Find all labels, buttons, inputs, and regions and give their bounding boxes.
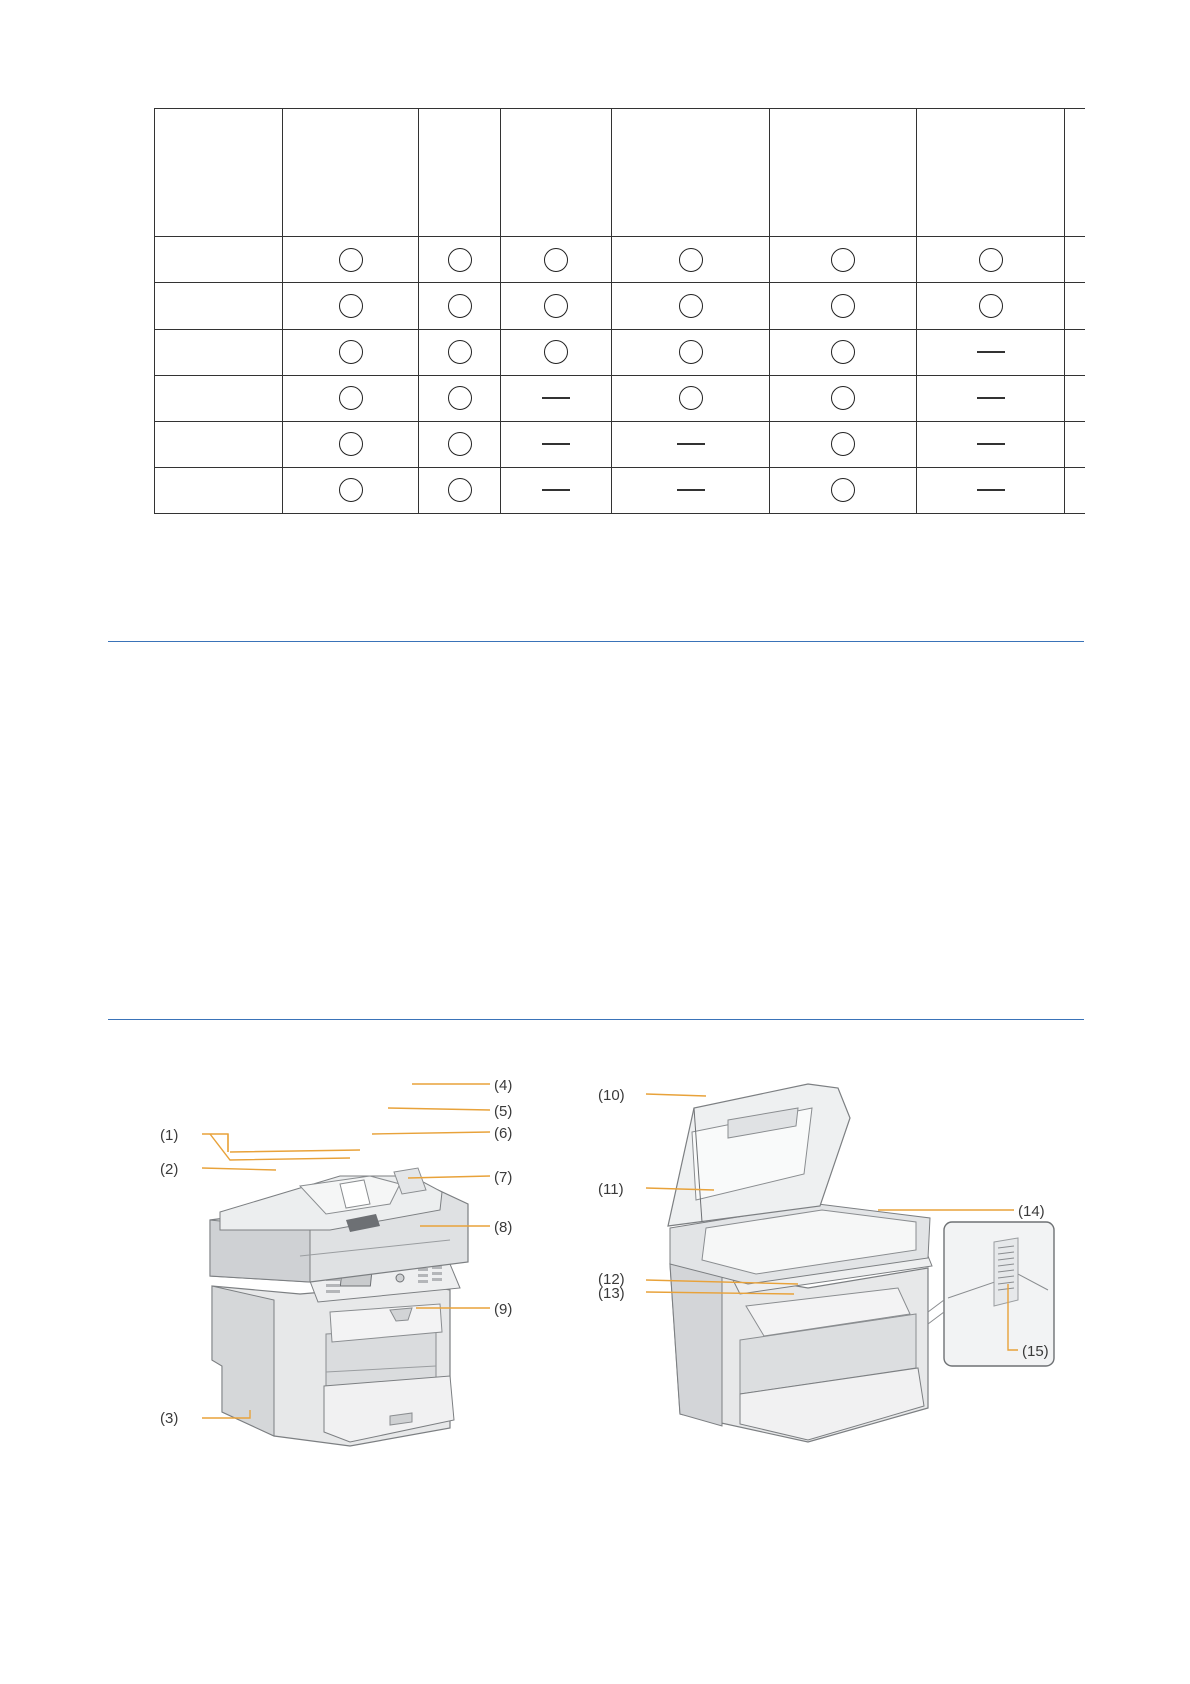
table-header-cell	[501, 109, 612, 237]
supported-circle-icon	[979, 294, 1003, 318]
not-supported-dash-icon	[677, 489, 705, 491]
table-cell	[770, 329, 917, 375]
table-header-row	[155, 109, 1085, 237]
supported-circle-icon	[339, 432, 363, 456]
supported-circle-icon	[679, 386, 703, 410]
callout-2: (2)	[160, 1161, 179, 1178]
table-cell	[1065, 375, 1085, 421]
not-supported-dash-icon	[977, 397, 1005, 399]
section-divider	[108, 641, 1084, 642]
supported-circle-icon	[831, 248, 855, 272]
row-label	[155, 283, 283, 329]
table-cell	[283, 283, 419, 329]
supported-circle-icon	[544, 340, 568, 364]
row-label	[155, 421, 283, 467]
table-cell	[1065, 237, 1085, 283]
table-cell	[283, 329, 419, 375]
supported-circle-icon	[679, 340, 703, 364]
supported-circle-icon	[339, 386, 363, 410]
callout-11: (11)	[598, 1181, 624, 1198]
table-cell	[1065, 329, 1085, 375]
table-cell	[419, 375, 501, 421]
table-cell	[283, 467, 419, 513]
not-supported-dash-icon	[542, 443, 570, 445]
not-supported-dash-icon	[977, 443, 1005, 445]
table-row	[155, 237, 1085, 283]
supported-circle-icon	[831, 294, 855, 318]
supported-circle-icon	[339, 340, 363, 364]
table-cell	[770, 375, 917, 421]
table-cell	[612, 375, 770, 421]
table-cell	[917, 283, 1065, 329]
callout-3: (3)	[160, 1410, 179, 1427]
table-cell	[419, 467, 501, 513]
table-cell	[1065, 283, 1085, 329]
not-supported-dash-icon	[977, 489, 1005, 491]
table-cell	[770, 421, 917, 467]
table-cell	[612, 329, 770, 375]
supported-circle-icon	[448, 478, 472, 502]
table-cell	[501, 421, 612, 467]
callout-5: (5)	[494, 1103, 513, 1120]
table-cell	[612, 467, 770, 513]
supported-circle-icon	[831, 340, 855, 364]
supported-circle-icon	[448, 294, 472, 318]
machine-front-illustration	[150, 1080, 570, 1460]
supported-circle-icon	[831, 478, 855, 502]
machine-open-drawing	[598, 1078, 1094, 1464]
table-header-cell	[283, 109, 419, 237]
table-header-cell	[612, 109, 770, 237]
table-cell	[770, 467, 917, 513]
supported-circle-icon	[831, 432, 855, 456]
table-header-cell	[917, 109, 1065, 237]
supported-circle-icon	[339, 248, 363, 272]
table-cell	[1065, 467, 1085, 513]
table-cell	[501, 375, 612, 421]
callout-1: (1)	[160, 1127, 179, 1144]
callout-15: (15)	[1022, 1343, 1049, 1360]
not-supported-dash-icon	[977, 351, 1005, 353]
row-label	[155, 237, 283, 283]
table-header-cell	[770, 109, 917, 237]
callout-7: (7)	[494, 1169, 513, 1186]
table-row	[155, 329, 1085, 375]
table-cell	[419, 283, 501, 329]
supported-circle-icon	[448, 386, 472, 410]
not-supported-dash-icon	[677, 443, 705, 445]
table-header-cell	[419, 109, 501, 237]
machine-front-drawing	[150, 1080, 570, 1460]
supported-circle-icon	[679, 294, 703, 318]
supported-circle-icon	[339, 294, 363, 318]
row-label	[155, 375, 283, 421]
table-cell	[917, 237, 1065, 283]
table-cell	[501, 283, 612, 329]
callout-10: (10)	[598, 1087, 625, 1104]
table-cell	[917, 375, 1065, 421]
row-label	[155, 329, 283, 375]
callout-13: (13)	[598, 1285, 625, 1302]
table-cell	[612, 283, 770, 329]
callout-9: (9)	[494, 1301, 513, 1318]
table-cell	[419, 329, 501, 375]
table-cell	[501, 329, 612, 375]
table-cell	[917, 329, 1065, 375]
callout-4: (4)	[494, 1080, 513, 1094]
callout-14: (14)	[1018, 1203, 1045, 1220]
supported-circle-icon	[448, 432, 472, 456]
table-cell	[501, 237, 612, 283]
table-cell	[283, 375, 419, 421]
table-header-cell	[1065, 109, 1085, 237]
table-row	[155, 375, 1085, 421]
table-cell	[1065, 421, 1085, 467]
table-cell	[501, 467, 612, 513]
supported-circle-icon	[979, 248, 1003, 272]
table-cell	[917, 467, 1065, 513]
supported-circle-icon	[448, 248, 472, 272]
machine-open-illustration	[598, 1078, 1094, 1464]
callout-12: (12)	[598, 1271, 625, 1288]
callout-8: (8)	[494, 1219, 513, 1236]
table-cell	[770, 237, 917, 283]
table-cell	[419, 237, 501, 283]
table-cell	[283, 421, 419, 467]
table-cell	[419, 421, 501, 467]
feature-table-grid	[154, 108, 1085, 514]
table-header-cell	[155, 109, 283, 237]
not-supported-dash-icon	[542, 489, 570, 491]
supported-circle-icon	[448, 340, 472, 364]
supported-circle-icon	[544, 294, 568, 318]
feature-table	[154, 108, 1084, 514]
supported-circle-icon	[831, 386, 855, 410]
supported-circle-icon	[339, 478, 363, 502]
table-cell	[612, 421, 770, 467]
table-cell	[770, 283, 917, 329]
table-row	[155, 467, 1085, 513]
supported-circle-icon	[544, 248, 568, 272]
row-label	[155, 467, 283, 513]
callout-6: (6)	[494, 1125, 513, 1142]
table-cell	[917, 421, 1065, 467]
not-supported-dash-icon	[542, 397, 570, 399]
section-divider	[108, 1019, 1084, 1020]
table-cell	[283, 237, 419, 283]
supported-circle-icon	[679, 248, 703, 272]
table-cell	[612, 237, 770, 283]
table-row	[155, 283, 1085, 329]
table-row	[155, 421, 1085, 467]
